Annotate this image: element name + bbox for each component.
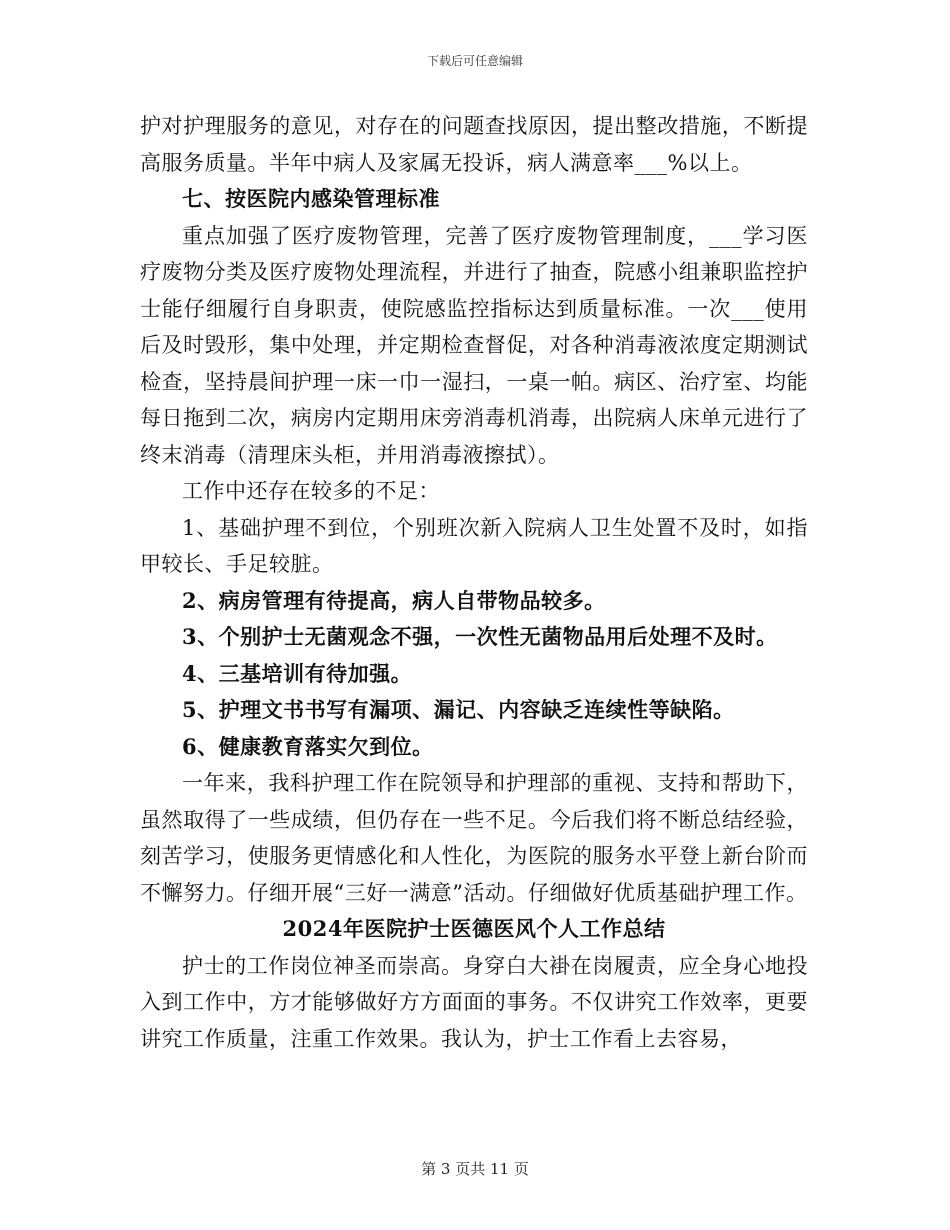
paragraph-medical-waste: 重点加强了医疗废物管理，完善了医疗废物管理制度，___学习医疗废物分类及医疗废物处理流程，并进行了抽查，院感小组兼职监控护士能仔细履行自身职责，使院感监控指标达到质量标准。一次___使用后及时毁形，集中处理，并定期检查督促，对各种消毒液浓度定期测试检查，坚持晨间护理一床一巾一湿扫，一桌一帕。病区、治疗室、均能每日拖到二次，病房内定期用床旁消毒机消毒，出院病人床单元进行了终末消毒（清理床头柜，并用消毒液擦拭）。: [140, 223, 808, 467]
paragraph-nurse-duty: 护士的工作岗位神圣而崇高。身穿白大褂在岗履责，应全身心地投入到工作中，方才能够做好方方面面的事务。不仅讲究工作效率，更要讲究工作质量，注重工作效果。我认为，护士工作看上去容易，: [140, 953, 808, 1051]
document-body: [140, 108, 808, 1057]
section-heading-infection-control: 七、按医院内感染管理标准: [182, 186, 440, 211]
paragraph-year-summary: 一年来，我科护理工作在院领导和护理部的重视、支持和帮助下，虽然取得了一些成绩，但仍存在一些不足。今后我们将不断总结经验，刻苦学习，使服务更情感化和人性化，为医院的服务水平登上新台阶而不懈努力。仔细开展“三好一满意”活动。仔细做好优质基础护理工作。: [140, 771, 808, 905]
page-header: 下载后可任意编辑: [426, 54, 523, 68]
list-item-shortcoming-3: 3、个别护士无菌观念不强，一次性无菌物品用后处理不及时。: [182, 624, 778, 649]
list-item-shortcoming-1: 1、基础护理不到位，个别班次新入院病人卫生处置不及时，如指甲较长、手足较脏。: [140, 515, 808, 576]
list-item-shortcoming-5: 5、护理文书书写有漏项、漏记、内容缺乏连续性等缺陷。: [182, 697, 735, 722]
list-item-shortcoming-6: 6、健康教育落实欠到位。: [182, 733, 434, 759]
list-item-shortcoming-4: 4、三基培训有待加强。: [182, 660, 413, 686]
list-item-shortcoming-2: 2、病房管理有待提高，病人自带物品较多。: [182, 587, 606, 613]
document-title-2024-summary: 2024年医院护士医德医风个人工作总结: [282, 916, 666, 941]
paragraph-satisfaction: 护对护理服务的意见，对存在的问题查找原因，提出整改措施，不断提高服务质量。半年中病人及家属无投诉，病人满意率___%以上。: [140, 114, 808, 175]
page-footer: 第 3 页共 11 页: [421, 1160, 529, 1178]
paragraph-shortcomings-intro: 工作中还存在较多的不足：: [182, 479, 440, 503]
